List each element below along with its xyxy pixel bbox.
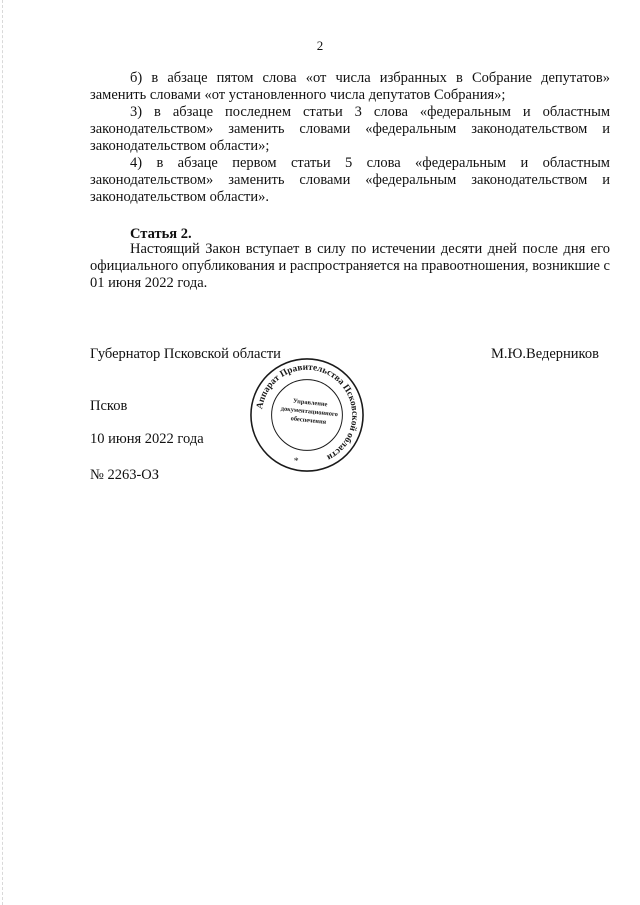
law-number: № 2263-ОЗ — [90, 467, 160, 483]
amendment-item: 3) в абзаце последнем статьи 3 слова «федеральным и областным законодательством» заменить словами «федеральным законодательством и законодательством области»; — [90, 104, 610, 154]
seal-ring-text: Аппарат Правительства Псковской области — [255, 362, 360, 463]
amendment-item: 4) в абзаце первом статьи 5 слова «федеральным и областным законодательством» заменить словами «федеральным законодательством и законодательством области». — [90, 155, 610, 205]
signing-date: 10 июня 2022 года — [90, 431, 204, 447]
seal-center-line: документационного — [280, 405, 339, 419]
article-2-body — [90, 241, 610, 292]
scan-edge — [2, 0, 3, 905]
seal-center-line: Управление — [292, 397, 328, 409]
seal-center-line: обеспечения — [290, 415, 327, 426]
governor-title: Губернатор Псковской области — [90, 346, 281, 362]
amendment-item: б) в абзаце пятом слова «от числа избранных в Собрание депутатов» заменить словами «от установленного числа депутатов Собрания»; — [90, 70, 610, 103]
official-seal — [248, 356, 366, 474]
signing-city: Псков — [90, 398, 128, 414]
seal-star-icon: * — [293, 456, 299, 468]
article-2-text: Настоящий Закон вступает в силу по истечении десяти дней после дня его официального опубликования и распространяется на правоотношения, возникшие с 01 июня 2022 года. — [90, 241, 610, 291]
article-2-heading: Статья 2. — [130, 226, 192, 242]
amendments-list — [90, 70, 610, 206]
page-number: 2 — [316, 38, 324, 53]
governor-name: М.Ю.Ведерников — [491, 346, 599, 362]
